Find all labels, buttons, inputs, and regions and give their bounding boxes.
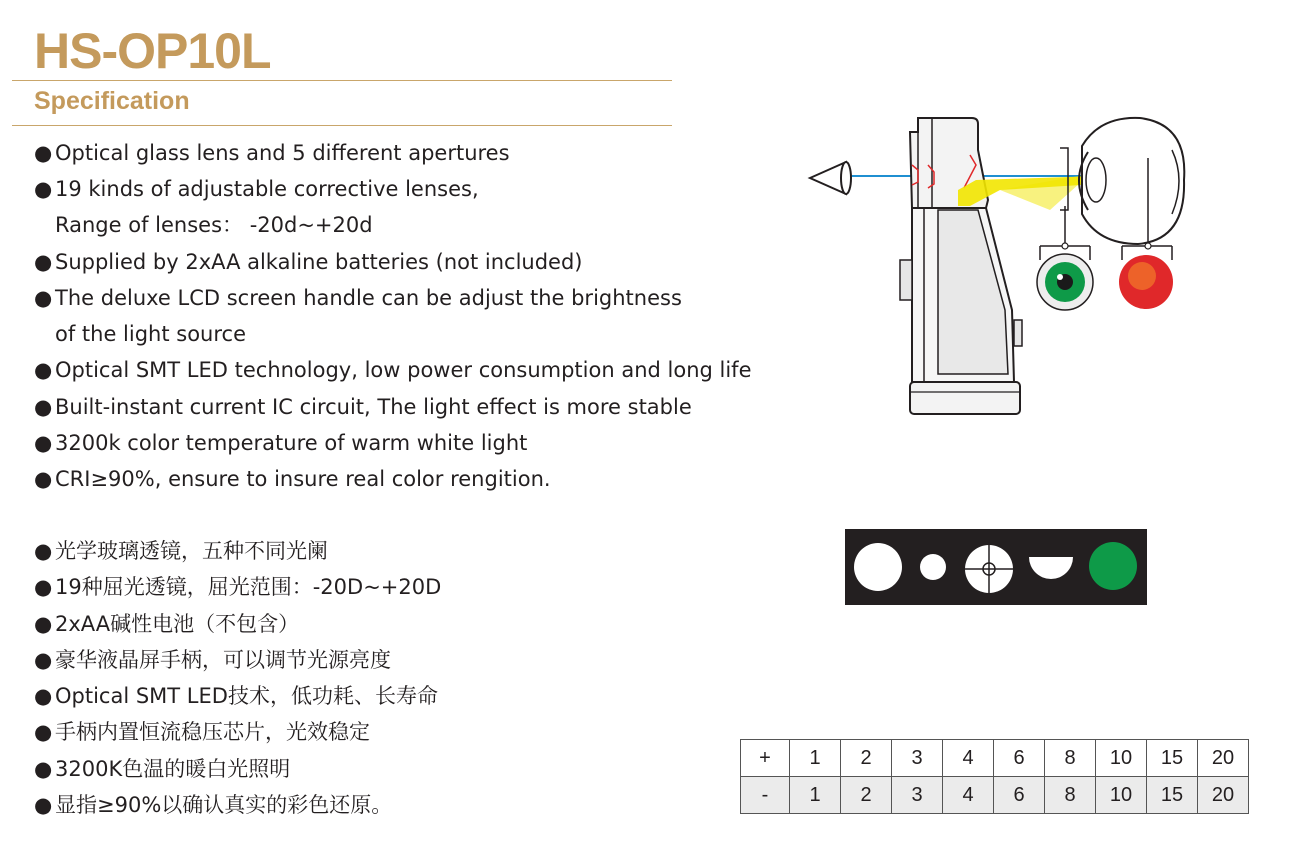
spec-item: ● CRI≥90%, ensure to insure real color rengition. xyxy=(34,467,551,491)
spec-item-continuation: Range of lenses： -20d~+20d xyxy=(55,213,373,237)
table-row-minus xyxy=(741,777,1249,814)
device-base xyxy=(910,382,1020,414)
table-cell: 1 xyxy=(790,740,841,777)
product-title: HS-OP10L xyxy=(34,23,271,79)
table-cell: 15 xyxy=(1147,777,1198,814)
table-cell: 8 xyxy=(1045,777,1096,814)
table-cell: 8 xyxy=(1045,740,1096,777)
table-cell: 20 xyxy=(1198,777,1249,814)
spec-item: ● The deluxe LCD screen handle can be adjust the brightness xyxy=(34,286,682,310)
table-cell: 4 xyxy=(943,777,994,814)
eye-cross-section xyxy=(1060,118,1184,244)
spec-item: ● Built-instant current IC circuit, The light effect is more stable xyxy=(34,395,692,419)
table-cell-sign: + xyxy=(741,740,790,777)
ophthalmoscope-diagram xyxy=(800,110,1200,422)
table-row-plus xyxy=(741,740,1249,777)
table-cell: 10 xyxy=(1096,740,1147,777)
table-cell: 15 xyxy=(1147,740,1198,777)
table-cell: 6 xyxy=(994,740,1045,777)
spec-item: ● Supplied by 2xAA alkaline batteries (not included) xyxy=(34,250,583,274)
spec-item: ● Optical glass lens and 5 different apertures xyxy=(34,141,510,165)
spec-item-cn: ● 手柄内置恒流稳压芯片，光效稳定 xyxy=(34,720,370,744)
title-divider xyxy=(12,80,672,81)
spec-item-cn: ● 豪华液晶屏手柄，可以调节光源亮度 xyxy=(34,648,391,672)
small-circle-aperture-icon xyxy=(920,554,946,580)
subtitle-divider xyxy=(12,125,672,126)
table-cell: 20 xyxy=(1198,740,1249,777)
large-circle-aperture-icon xyxy=(854,543,902,591)
table-cell: 10 xyxy=(1096,777,1147,814)
spec-item-cn: ● 2xAA碱性电池（不包含） xyxy=(34,612,300,636)
spec-item-cn: ● 19种屈光透镜，屈光范围：-20D~+20D xyxy=(34,575,442,599)
table-cell: 3 xyxy=(892,740,943,777)
table-cell: 1 xyxy=(790,777,841,814)
table-cell: 3 xyxy=(892,777,943,814)
crosshair-aperture-icon xyxy=(965,545,1013,593)
spec-item: ● 19 kinds of adjustable corrective lenses, xyxy=(34,177,479,201)
section-subtitle: Specification xyxy=(34,87,190,115)
table-cell-sign: - xyxy=(741,777,790,814)
spec-item: ● Optical SMT LED technology, low power consumption and long life xyxy=(34,358,752,382)
table-cell: 6 xyxy=(994,777,1045,814)
green-filter-aperture-icon xyxy=(1089,542,1137,590)
spec-item-continuation: of the light source xyxy=(55,322,247,346)
table-cell: 4 xyxy=(943,740,994,777)
lens-power-table xyxy=(740,739,1249,814)
table-cell: 2 xyxy=(841,740,892,777)
table-cell: 2 xyxy=(841,777,892,814)
spec-item: ● 3200k color temperature of warm white light xyxy=(34,431,528,455)
spec-item-cn: ● 光学玻璃透镜，五种不同光阑 xyxy=(34,539,328,563)
aperture-strip xyxy=(845,529,1147,605)
spec-item-cn: ● Optical SMT LED技术，低功耗、长寿命 xyxy=(34,684,438,708)
spec-item-cn: ● 显指≥90%以确认真实的彩色还原。 xyxy=(34,793,393,817)
spec-item-cn: ● 3200K色温的暖白光照明 xyxy=(34,757,291,781)
